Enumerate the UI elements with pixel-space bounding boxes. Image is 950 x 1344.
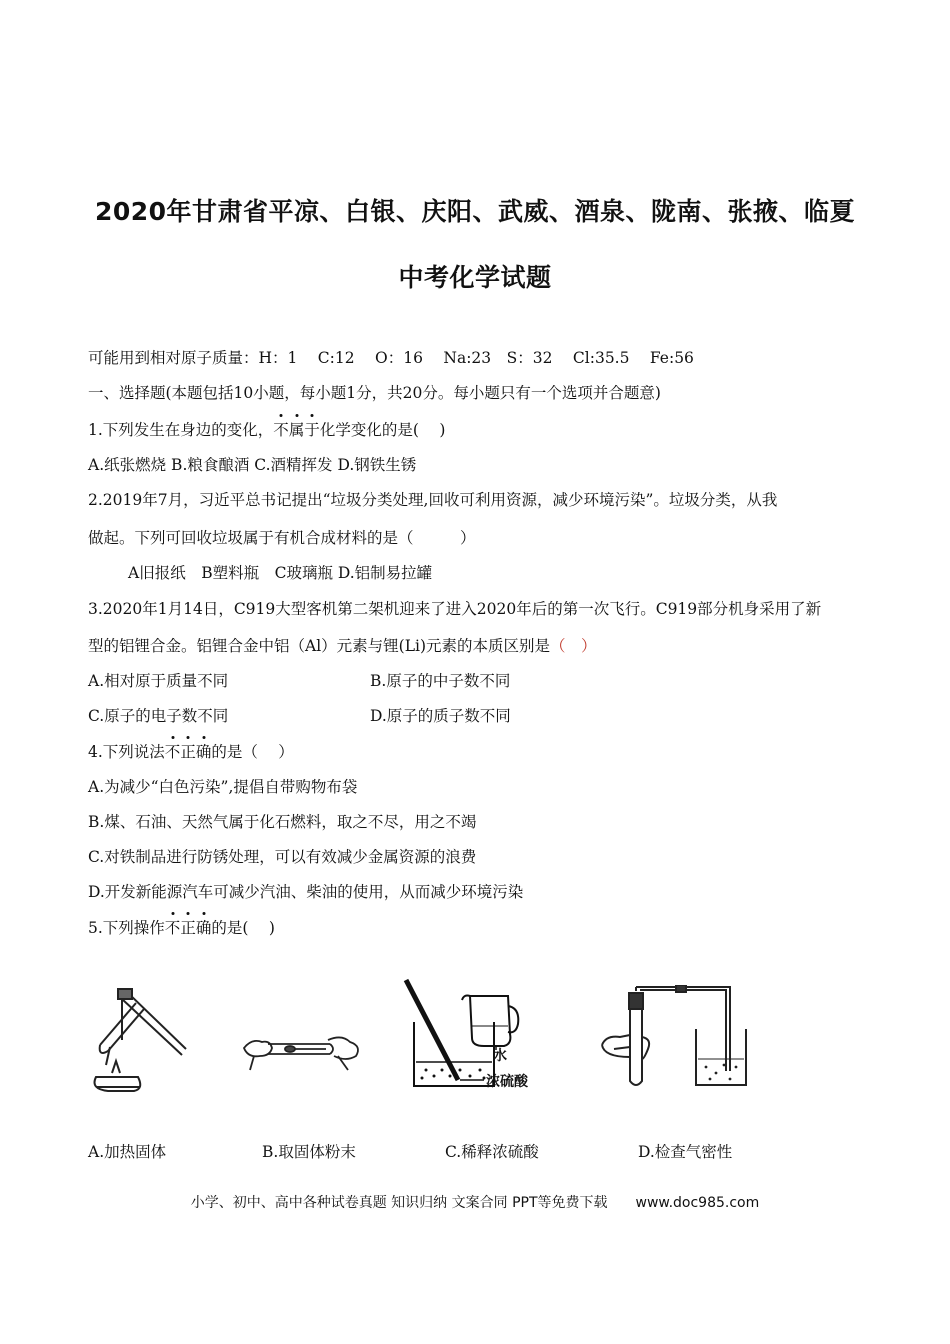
question-4-option-b: B.煤、石油、天然气属于化石燃料，取之不尽，用之不竭 bbox=[88, 813, 477, 831]
question-5 bbox=[88, 918, 275, 938]
section-heading-choice: 一、选择题(本题包括10小题，每小题1分，共20分。每小题只有一个选项并合题意) bbox=[88, 384, 661, 402]
question-3-line-1: 3.2020年1月14日，C919大型客机第二架机迎来了进入2020年后的第一次飞行。C919部分机身采用了新 bbox=[88, 600, 822, 618]
question-4-text-pre: 4.下列说法 bbox=[88, 743, 165, 761]
question-5-text-pre: 5.下列操作 bbox=[88, 919, 165, 937]
question-2-line-1: 2.2019年7月，习近平总书记提出“垃圾分类处理,回收可利用资源，减少环境污染”。垃圾分类，从我 bbox=[88, 491, 778, 509]
figure-caption-b: B.取固体粉末 bbox=[262, 1143, 356, 1161]
emphasis-char: 确 bbox=[195, 743, 212, 761]
question-4-text-post: 的是（ ） bbox=[211, 743, 294, 761]
question-3-option-a: A.相对原于质量不同 bbox=[88, 672, 229, 690]
title-line-2: 中考化学试题 bbox=[398, 263, 552, 292]
answer-paren: （ ） bbox=[550, 637, 597, 655]
figure-caption-c: C.稀释浓硫酸 bbox=[445, 1143, 539, 1161]
question-1-text-pre: 1.下列发生在身边的变化， bbox=[88, 421, 274, 439]
emphasis-char: 属 bbox=[288, 421, 305, 439]
question-5-text-post: 的是( ) bbox=[211, 919, 275, 937]
question-1 bbox=[88, 420, 445, 440]
question-4 bbox=[88, 742, 294, 762]
question-4-option-d: D.开发新能源汽车可减少汽油、柴油的使用，从而减少环境污染 bbox=[88, 883, 524, 901]
figure-caption-d: D.检查气密性 bbox=[638, 1143, 733, 1161]
question-2-options: A旧报纸 B塑料瓶 C玻璃瓶 D.铝制易拉罐 bbox=[128, 564, 433, 582]
emphasis-char: 正 bbox=[180, 919, 196, 937]
footer-link[interactable]: 小学、初中、高中各种试卷真题 知识归纳 文案合同 PPT等免费下载 www.doc985.com bbox=[190, 1195, 760, 1211]
figure-caption-a: A.加热固体 bbox=[88, 1143, 167, 1161]
title-line-1: 2020年甘肃省平凉、白银、庆阳、武威、酒泉、陇南、张掖、临夏 bbox=[94, 197, 856, 226]
question-3-line-2 bbox=[88, 636, 597, 656]
emphasis-char: 确 bbox=[195, 919, 212, 937]
emphasis-char: 正 bbox=[180, 743, 196, 761]
figure-taking-powder bbox=[238, 1020, 368, 1080]
question-1-options: A.纸张燃烧 B.粮食酿酒 C.酒精挥发 D.钢铁生锈 bbox=[88, 456, 417, 474]
emphasis-char: 不 bbox=[164, 743, 181, 761]
figure-label-acid: 浓硫酸 bbox=[486, 1074, 528, 1090]
question-1-text-post: 化学变化的是( ) bbox=[319, 421, 446, 439]
atomic-masses: 可能用到相对原子质量：H：1 C:12 O：16 Na:23 S：32 Cl:35.5 Fe:56 bbox=[88, 349, 694, 367]
figure-heating-solid bbox=[86, 985, 196, 1095]
question-4-option-a: A.为减少“白色污染”,提倡自带购物布袋 bbox=[88, 778, 358, 796]
question-4-option-c: C.对铁制品进行防锈处理，可以有效减少金属资源的浪费 bbox=[88, 848, 477, 866]
figure-airtightness bbox=[600, 985, 750, 1095]
question-3-option-d: D.原子的质子数不同 bbox=[370, 707, 511, 725]
emphasis-char: 不 bbox=[164, 919, 181, 937]
question-3-option-c: C.原子的电子数不同 bbox=[88, 707, 229, 725]
emphasis-char: 不 bbox=[273, 421, 289, 439]
question-3-option-b: B.原子的中子数不同 bbox=[370, 672, 511, 690]
emphasis-char: 于 bbox=[304, 421, 320, 439]
figure-label-water: 水 bbox=[493, 1048, 507, 1064]
question-2-line-2: 做起。下列可回收垃圾属于有机合成材料的是（ ） bbox=[88, 529, 476, 547]
question-3-text: 型的铝锂合金。铝锂合金中铝（Al）元素与锂(Li)元素的本质区别是 bbox=[88, 637, 550, 655]
